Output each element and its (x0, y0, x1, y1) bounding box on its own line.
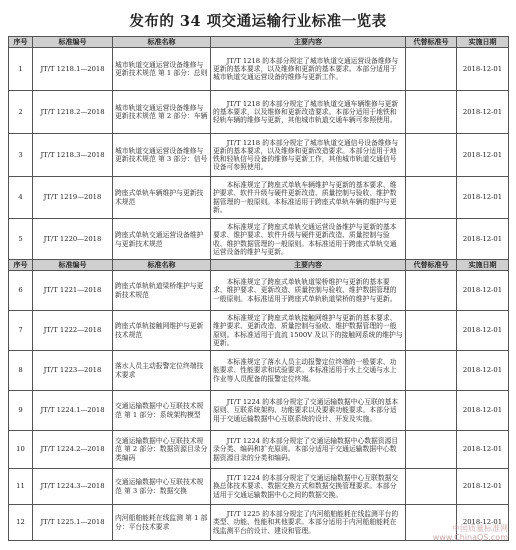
cell-scope: 本标准规定了落水人员主动报警定位终端的一般要求、功能要求、性能要求和试验要求。本标准适用于水上交通与水上作业等人员配备的报警定位终端。 (211, 351, 406, 391)
cell-date: 2018-12-01 (457, 431, 509, 469)
cell-code: JT/T 1218.2—2018 (33, 91, 113, 134)
cell-scope: 本标准规定了跨座式单轨轨道梁桥维护与更新的基本要求、维护要求、更新改造、质量控制与验收、维护数据管理的一般原则。本标准适用于跨座式单轨轨道梁桥的维护与更新。 (211, 271, 406, 311)
cell-code: JT/T 1218.1—2018 (33, 48, 113, 91)
cell-name: 内河船舶能耗在线监测 第 1 部分：平台技术要求 (113, 505, 211, 541)
cell-scope: 本标准规定了跨座式单轨交通运营设备维护与更新的基本要求、维护要求、软件升级与硬件更新改造、质量控制与验收、维护数据管理的一般原则。本标准适用于跨座式单轨交通运营设备的维护与更新。 (211, 219, 406, 261)
cell-seq: 9 (9, 391, 33, 431)
watermark-line-2: www.ChinaQS.com (432, 533, 508, 542)
cell-name: 交通运输数据中心互联技术规范 第 1 部分：系统架构模型 (113, 391, 211, 431)
cell-replaced (406, 351, 457, 391)
cell-seq: 3 (9, 134, 33, 177)
cell-date: 2018-12-01 (457, 271, 509, 311)
cell-scope: JT/T 1225 的本部分规定了内河船舶能耗在线监测平台的类型、功能、性能和其他要求。本部分适用于内河船舶能耗在线监测平台的设计、建设和管理。 (211, 505, 406, 541)
table-row (9, 271, 509, 311)
cell-name: 跨座式单轨交通运营设备维护与更新技术规范 (113, 219, 211, 261)
header-replaced: 代替标准号 (406, 260, 457, 271)
cell-replaced (406, 311, 457, 351)
cell-scope: JT/T 1224 的本部分规定了交通运输数据中心互联的基本原则、互联系统架构、功能要求以及要素功能要求。本部分适用于交通运输数据中心互联系统的设计、开发及实施。 (211, 391, 406, 431)
cell-code: JT/T 1219—2018 (33, 177, 113, 219)
header-code: 标准编号 (33, 260, 113, 271)
standards-table-part-1 (8, 36, 509, 261)
cell-name: 跨座式单轨轨道梁桥维护与更新技术规范 (113, 271, 211, 311)
cell-seq: 1 (9, 48, 33, 91)
cell-scope: JT/T 1224 的本部分规定了交通运输数据中心互联数据交换总体技术要求、数据交换方式和数据交换管理要求。本部分适用于交通运输数据中心之间的数据交换。 (211, 469, 406, 505)
cell-name: 城市轨道交通运营设备维修与更新技术规范 第 1 部分：总则 (113, 48, 211, 91)
cell-date: 2018-12-01 (457, 134, 509, 177)
cell-seq: 7 (9, 311, 33, 351)
header-code: 标准编号 (33, 37, 113, 48)
cell-name: 城市轨道交通运营设备维修与更新技术规范 第 2 部分：车辆 (113, 91, 211, 134)
cell-code: JT/T 1224.2—2018 (33, 431, 113, 469)
cell-name: 落水人员主动报警定位终端技术要求 (113, 351, 211, 391)
cell-date: 2018-12-01 (457, 351, 509, 391)
table-row (9, 91, 509, 134)
header-scope: 主要内容 (211, 37, 406, 48)
cell-replaced (406, 271, 457, 311)
cell-code: JT/T 1222—2018 (33, 311, 113, 351)
cell-seq: 2 (9, 91, 33, 134)
cell-name: 跨座式单轨车辆维护与更新技术规范 (113, 177, 211, 219)
header-name: 标准名称 (113, 37, 211, 48)
header-replaced: 代替标准号 (406, 37, 457, 48)
table-header-row (9, 37, 509, 48)
cell-replaced (406, 219, 457, 261)
cell-code: JT/T 1218.3—2018 (33, 134, 113, 177)
table-header-row (9, 260, 509, 271)
watermark-line-1: 中国质量标准网 (452, 524, 508, 533)
cell-code: JT/T 1224.3—2018 (33, 469, 113, 505)
cell-seq: 5 (9, 219, 33, 261)
table-row (9, 469, 509, 505)
cell-seq: 4 (9, 177, 33, 219)
cell-seq: 10 (9, 431, 33, 469)
cell-replaced (406, 391, 457, 431)
cell-date: 2018-12-01 (457, 505, 509, 541)
table-row (9, 391, 509, 431)
table-row (9, 219, 509, 261)
cell-replaced (406, 48, 457, 91)
cell-date: 2018-12-01 (457, 219, 509, 261)
table-row (9, 311, 509, 351)
header-date: 实施日期 (457, 37, 509, 48)
table-row (9, 431, 509, 469)
cell-code: JT/T 1220—2018 (33, 219, 113, 261)
cell-scope: JT/T 1218 的本部分规定了城市轨道交通信号设备维修与更新的基本要求，以及维修和更新改造要求。本部分适用于地铁和轻轨信号设备的维修与更新工作，其他城市轨道交通信号设备可参照使用。 (211, 134, 406, 177)
cell-code: JT/T 1224.1—2018 (33, 391, 113, 431)
cell-name: 交通运输数据中心互联技术规范 第 3 部分：数据交换 (113, 469, 211, 505)
table-row (9, 48, 509, 91)
cell-replaced (406, 177, 457, 219)
site-watermark (433, 524, 508, 542)
cell-scope: 本标准规定了跨座式单轨车辆维护与更新的基本要求、维护要求、软件升级与硬件更新改造、质量控制与验收、维护数据管理的一般原则。本标准适用于跨座式单轨车辆的维护与更新。 (211, 177, 406, 219)
cell-date: 2018-12-01 (457, 469, 509, 505)
table-row (9, 177, 509, 219)
cell-replaced (406, 91, 457, 134)
header-seq: 序号 (9, 37, 33, 48)
cell-seq: 6 (9, 271, 33, 311)
cell-code: JT/T 1221—2018 (33, 271, 113, 311)
cell-scope: JT/T 1218 的本部分规定了城市轨道交通运营设备维修与更新的基本要求，以及维修和更新的基本要求。本部分适用于城市轨道交通运营设备的维修与更新工作。 (211, 48, 406, 91)
cell-date: 2018-12-01 (457, 91, 509, 134)
cell-scope: JT/T 1218 的本部分规定了城市轨道交通车辆维修与更新的基本要求，以及维修和更新改造要求。本部分适用于地铁和轻轨车辆的维修与更新，其他城市轨道交通车辆可参照使用。 (211, 91, 406, 134)
cell-seq: 11 (9, 469, 33, 505)
cell-name: 跨座式单轨接触网维护与更新技术规范 (113, 311, 211, 351)
page-title: 发布的 34 项交通运输行业标准一览表 (129, 13, 387, 30)
cell-name: 交通运输数据中心互联技术规范 第 2 部分：数据资源目录分类编码 (113, 431, 211, 469)
header-seq: 序号 (9, 260, 33, 271)
cell-date: 2018-12-01 (457, 48, 509, 91)
cell-code: JT/T 1225.1—2018 (33, 505, 113, 541)
cell-replaced (406, 134, 457, 177)
cell-seq: 12 (9, 505, 33, 541)
header-scope: 主要内容 (211, 260, 406, 271)
header-date: 实施日期 (457, 260, 509, 271)
table-row (9, 134, 509, 177)
cell-replaced (406, 469, 457, 505)
cell-seq: 8 (9, 351, 33, 391)
header-name: 标准名称 (113, 260, 211, 271)
cell-name: 城市轨道交通运营设备维修与更新技术规范 第 3 部分：信号 (113, 134, 211, 177)
cell-scope: JT/T 1224 的本部分规定了交通运输数据中心数据资源目录分类、编码和扩充原则。本部分适用于交通运输数据中心数据资源目录的分类和编码。 (211, 431, 406, 469)
standards-table-part-2 (8, 259, 509, 541)
cell-code: JT/T 1223—2018 (33, 351, 113, 391)
table-row (9, 351, 509, 391)
cell-date: 2018-12-01 (457, 311, 509, 351)
cell-scope: 本标准规定了跨座式单轨接触网维护与更新的基本要求、维护要求、更新改造、质量控制与验收、维护数据管理的一般原则。本标准适用于直流 1500V 及以下的接触网系统的维护与更新。 (211, 311, 406, 351)
cell-date: 2018-12-01 (457, 177, 509, 219)
cell-replaced (406, 431, 457, 469)
cell-date: 2018-12-01 (457, 391, 509, 431)
